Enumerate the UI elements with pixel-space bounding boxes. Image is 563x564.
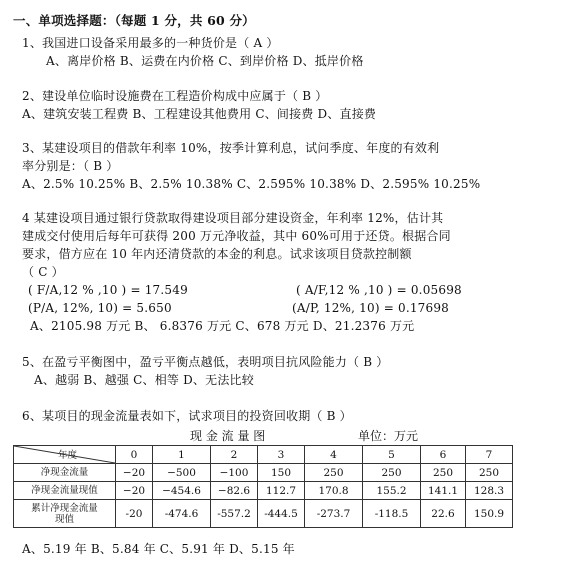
table-cell: −454.6: [153, 482, 211, 500]
table-cell: -20: [116, 500, 153, 528]
table-row: [14, 464, 513, 482]
table-cell: -474.6: [153, 500, 211, 528]
table-cell: -557.2: [211, 500, 258, 528]
table-cell: -273.7: [305, 500, 363, 528]
question-4-formula1-right: ( A/F,12 % ,10 ) = 0.05698: [296, 283, 462, 297]
table-cell: 22.6: [421, 500, 466, 528]
question-3-stem-line1: 3、某建设项目的借款年利率 10%，按季计算利息，试问季度、年度的有效利: [22, 141, 440, 155]
row-label: 净现金流量现值: [14, 482, 116, 500]
question-4-formula2-right: (A/P, 12%, 10) = 0.17698: [292, 301, 450, 315]
cash-flow-table: [13, 445, 513, 528]
table-cell: 112.7: [258, 482, 305, 500]
table-cell: 250: [305, 464, 363, 482]
table-unit: 单位：万元: [358, 429, 419, 443]
year-header: 7: [466, 446, 513, 464]
table-cell: 150.9: [466, 500, 513, 528]
table-header-row: [14, 446, 513, 464]
table-cell: −82.6: [211, 482, 258, 500]
section-title: 一、单项选择题：（每题 1 分，共 60 分）: [13, 13, 255, 28]
table-cell: 128.3: [466, 482, 513, 500]
question-4-formula2-left: (P/A, 12%, 10) = 5.650: [28, 301, 172, 315]
year-header: 1: [153, 446, 211, 464]
table-cell: 150: [258, 464, 305, 482]
table-cell: 250: [363, 464, 421, 482]
table-cell: −500: [153, 464, 211, 482]
row-label: [14, 500, 116, 528]
question-6-stem: 6、某项目的现金流量表如下，试求项目的投资回收期（ B ）: [22, 409, 352, 423]
table-cell: −20: [116, 482, 153, 500]
question-3-options: A、2.5% 10.25% B、2.5% 10.38% C、2.595% 10.38% D、2.595% 10.25%: [22, 177, 481, 191]
row-label-line1: 累计净现金流量: [31, 502, 98, 514]
year-header: 4: [305, 446, 363, 464]
question-4-stem-line1: 4 某建设项目通过银行贷款取得建设项目部分建设资金，年利率 12%，估计其: [22, 211, 444, 225]
question-6-options: A、5.19 年 B、5.84 年 C、5.91 年 D、5.15 年: [22, 542, 295, 556]
table-cell: -444.5: [258, 500, 305, 528]
row-label: 净现金流量: [14, 464, 116, 482]
table-cell: 141.1: [421, 482, 466, 500]
question-4-stem-line2: 建成交付使用后每年可获得 200 万元净收益，其中 60%可用于还贷。根据合同: [22, 229, 451, 243]
question-4-stem-line3: 要求，借方应在 10 年内还清贷款的本金的利息。试求该项目贷款控制额: [22, 247, 412, 261]
question-4-options: A、2105.98 万元 B、 6.8376 万元 C、678 万元 D、21.2376 万元: [30, 319, 415, 333]
table-cell: 250: [421, 464, 466, 482]
question-5-stem: 5、在盈亏平衡图中，盈亏平衡点越低，表明项目抗风险能力（ B ）: [22, 355, 389, 369]
row-label-line2: 现值: [54, 513, 74, 525]
question-3-stem-line2: 率分别是：（ B ）: [22, 159, 119, 173]
question-1-options: A、离岸价格 B、运费在内价格 C、到岸价格 D、抵岸价格: [46, 54, 364, 68]
table-cell: 155.2: [363, 482, 421, 500]
year-header: 5: [363, 446, 421, 464]
corner-label: 年度: [57, 450, 77, 461]
question-1-stem: 1、我国进口设备采用最多的一种货价是（ A ）: [22, 36, 279, 50]
question-2-stem: 2、建设单位临时设施费在工程造价构成中应属于（ B ）: [22, 89, 328, 103]
question-2-options: A、建筑安装工程费 B、工程建设其他费用 C、间接费 D、直接费: [22, 107, 377, 121]
year-header: 2: [211, 446, 258, 464]
question-4-formula1-left: ( F/A,12 % ,10 ) = 17.549: [28, 283, 188, 297]
table-row: [14, 482, 513, 500]
year-header: 3: [258, 446, 305, 464]
table-cell: -118.5: [363, 500, 421, 528]
table-cell: 250: [466, 464, 513, 482]
table-cell: −100: [211, 464, 258, 482]
year-header: 0: [116, 446, 153, 464]
question-5-options: A、越弱 B、越强 C、相等 D、无法比较: [34, 373, 254, 387]
year-header: 6: [421, 446, 466, 464]
table-title: 现 金 流 量 图: [190, 429, 266, 443]
table-cell: −20: [116, 464, 153, 482]
table-corner-cell: [14, 446, 116, 464]
table-cell: 170.8: [305, 482, 363, 500]
table-row: [14, 500, 513, 528]
question-4-answer: （ C ）: [22, 265, 64, 279]
